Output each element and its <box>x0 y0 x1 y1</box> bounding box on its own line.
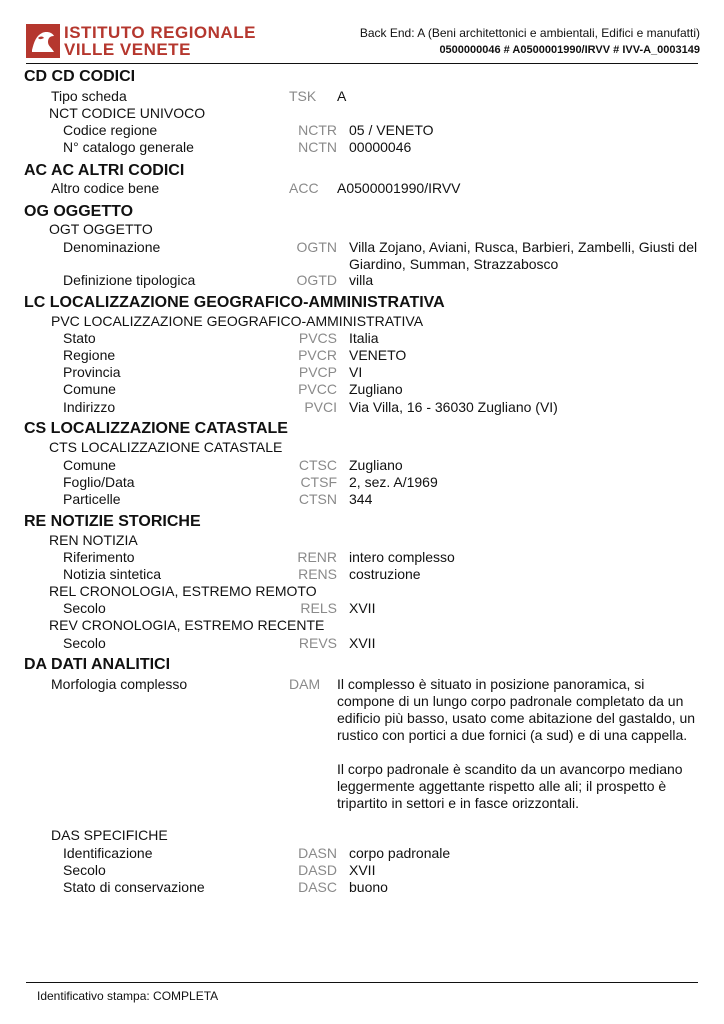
pvcr-value: VENETO <box>349 347 407 363</box>
rev-title: REV CRONOLOGIA, ESTREMO RECENTE <box>49 617 325 633</box>
revs-value: XVII <box>349 635 376 651</box>
dasd-code: DASD <box>298 862 337 878</box>
pvcc-label: Comune <box>63 381 116 397</box>
dasc-value: buono <box>349 879 388 895</box>
rels-label: Secolo <box>63 600 106 616</box>
nctr-value: 05 / VENETO <box>349 122 434 138</box>
lion-emblem-icon <box>26 24 60 58</box>
pvcp-code: PVCP <box>298 364 337 380</box>
rens-code: RENS <box>298 566 337 582</box>
print-identifier: Identificativo stampa: COMPLETA <box>37 989 219 1003</box>
pvci-value: Via Villa, 16 - 36030 Zugliano (VI) <box>349 399 558 415</box>
cts-title: CTS LOCALIZZAZIONE CATASTALE <box>49 439 283 455</box>
acc-code: ACC <box>289 180 319 196</box>
pvcr-label: Regione <box>63 347 116 363</box>
ogtn-label: Denominazione <box>63 239 161 255</box>
section-og-title: OG OGGETTO <box>24 203 134 220</box>
pvc-title: PVC LOCALIZZAZIONE GEOGRAFICO-AMMINISTRATIVA <box>51 313 424 329</box>
ctsf-code: CTSF <box>300 474 337 490</box>
renr-label: Riferimento <box>63 549 135 565</box>
footer-divider <box>26 982 698 983</box>
das-title: DAS SPECIFICHE <box>51 827 168 843</box>
nct-title: NCT CODICE UNIVOCO <box>49 105 206 121</box>
pvcp-label: Provincia <box>63 364 121 380</box>
renr-code: RENR <box>297 549 337 565</box>
renr-value: intero complesso <box>349 549 455 565</box>
ctsc-code: CTSC <box>298 457 337 473</box>
ogt-title: OGT OGGETTO <box>49 221 153 237</box>
section-ac-title: AC AC ALTRI CODICI <box>24 162 185 179</box>
ctsc-label: Comune <box>63 457 116 473</box>
ren-title: REN NOTIZIA <box>49 532 138 548</box>
dasd-label: Secolo <box>63 862 106 878</box>
section-da-title: DA DATI ANALITICI <box>24 656 171 673</box>
pvcc-code: PVCC <box>298 381 337 397</box>
section-cd-title: CD CD CODICI <box>24 68 136 85</box>
logo-line-2: VILLE VENETE <box>64 40 191 59</box>
ctsn-label: Particelle <box>63 491 121 507</box>
ctsn-code: CTSN <box>298 491 337 507</box>
section-re-title: RE NOTIZIE STORICHE <box>24 513 201 530</box>
pvci-label: Indirizzo <box>63 399 116 415</box>
pvcs-value: Italia <box>349 330 379 346</box>
rels-code: RELS <box>300 600 337 616</box>
ogtd-code: OGTD <box>296 272 337 288</box>
nctn-code: NCTN <box>298 139 337 155</box>
tsk-label: Tipo scheda <box>51 88 127 104</box>
tsk-code: TSK <box>289 88 317 104</box>
pvci-code: PVCI <box>304 399 337 415</box>
dasn-label: Identificazione <box>63 845 153 861</box>
ctsn-value: 344 <box>349 491 373 507</box>
dam-label: Morfologia complesso <box>51 676 188 692</box>
tsk-value: A <box>337 88 347 104</box>
dasc-code: DASC <box>298 879 337 895</box>
ogtn-value: Villa Zojano, Aviani, Rusca, Barbieri, Zambelli, Giusti del Giardino, Summan, Strazzabosco <box>349 239 698 272</box>
acc-label: Altro codice bene <box>51 180 160 196</box>
pvcr-code: PVCR <box>298 347 337 363</box>
dasn-code: DASN <box>298 845 337 861</box>
pvcc-value: Zugliano <box>349 381 403 397</box>
rens-value: costruzione <box>349 566 421 582</box>
logo-line-1: ISTITUTO REGIONALE <box>64 23 256 42</box>
dasc-label: Stato di conservazione <box>63 879 205 895</box>
dam-value-paragraph-1: Il complesso è situato in posizione panoramica, si compone di un lungo corpo padronale completato da un edificio più basso, usato come abitazione del gastaldo, un rustico con portici a due fornici (a sud) e di una cappella. <box>337 676 696 743</box>
rens-label: Notizia sintetica <box>63 566 162 582</box>
dasn-value: corpo padronale <box>349 845 451 861</box>
ctsf-value: 2, sez. A/1969 <box>349 474 438 490</box>
section-lc-title: LC LOCALIZZAZIONE GEOGRAFICO-AMMINISTRATIVA <box>24 294 445 311</box>
institute-logo <box>26 24 266 60</box>
nctn-label: N° catalogo generale <box>63 139 194 155</box>
backend-info: Back End: A (Beni architettonici e ambientali, Edifici e manufatti) <box>359 26 700 40</box>
rels-value: XVII <box>349 600 376 616</box>
pvcp-value: VI <box>349 364 363 380</box>
revs-label: Secolo <box>63 635 106 651</box>
ctsf-label: Foglio/Data <box>63 474 135 490</box>
ogtd-label: Definizione tipologica <box>63 272 196 288</box>
acc-value: A0500001990/IRVV <box>337 180 461 196</box>
record-id: 0500000046 # A0500001990/IRVV # IVV-A_0003149 <box>439 44 700 56</box>
rel-title: REL CRONOLOGIA, ESTREMO REMOTO <box>49 583 317 599</box>
ctsc-value: Zugliano <box>349 457 403 473</box>
section-cs-title: CS LOCALIZZAZIONE CATASTALE <box>24 420 288 437</box>
ogtn-code: OGTN <box>296 239 337 255</box>
revs-code: REVS <box>298 635 337 651</box>
dam-value-paragraph-2: Il corpo padronale è scandito da un avancorpo mediano leggermente aggettante rispetto alle ali; il prospetto è tripartito in settori e in fasce orizzontali. <box>337 761 683 811</box>
pvcs-code: PVCS <box>298 330 337 346</box>
dam-code: DAM <box>289 676 321 692</box>
nctr-label: Codice regione <box>63 122 158 138</box>
ogtd-value: villa <box>349 272 374 288</box>
header-divider <box>26 63 698 64</box>
nctn-value: 00000046 <box>349 139 412 155</box>
pvcs-label: Stato <box>63 330 96 346</box>
nctr-code: NCTR <box>298 122 337 138</box>
dasd-value: XVII <box>349 862 376 878</box>
